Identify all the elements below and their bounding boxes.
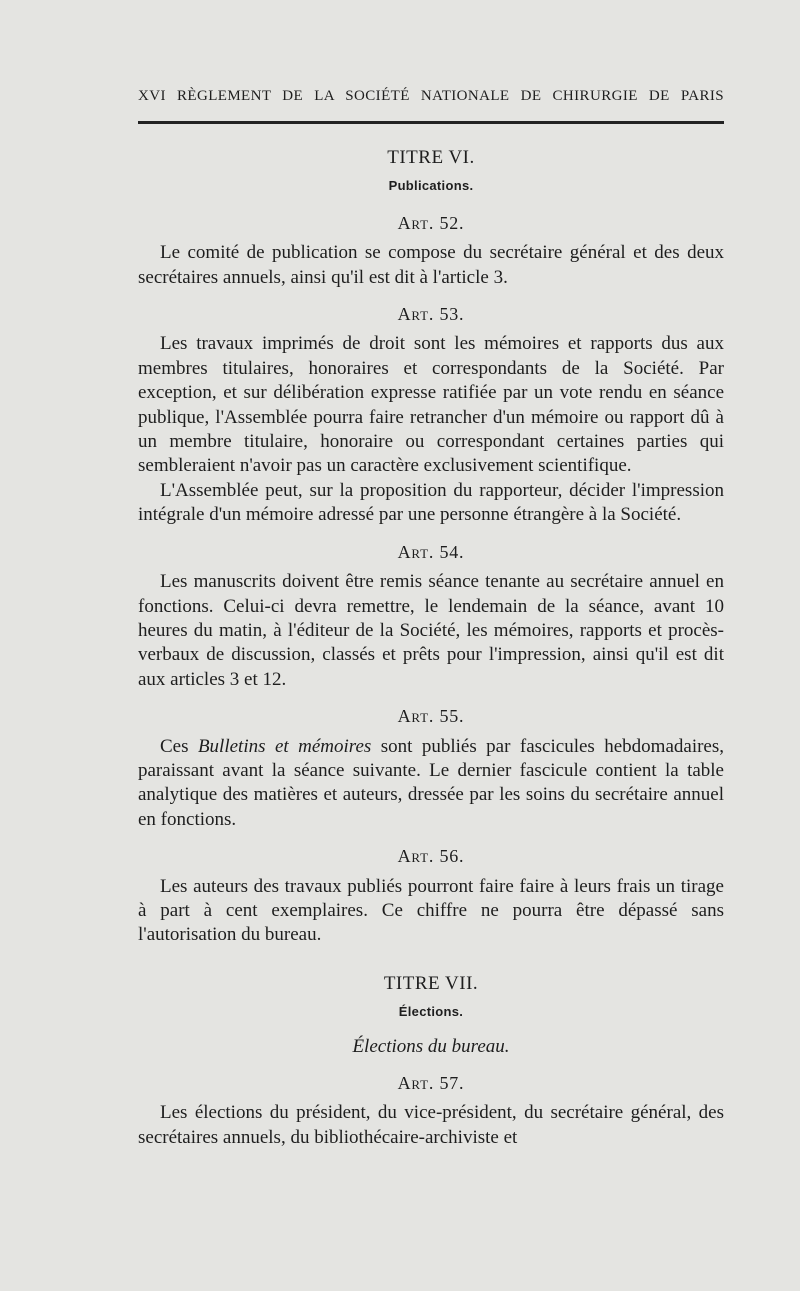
article-52-heading: Art. 52. xyxy=(397,212,465,233)
article-53-paragraph-1: Les travaux imprimés de droit sont les mémoires et rapports dus aux membres titulaires, honoraires et correspondants de la Société. Par exception, et sur délibération expresse ratifiée par un vote rendu en séance publique, l'Assemblée pourra faire retrancher d'un mémoire ou rapport dû à un membre titulaire, honoraire ou correspondant certaines parties qui sembleraient n'avoir pas un caractère exclusivement scientifique. xyxy=(138,333,724,477)
elections-bureau-subheading: Élections du bureau. xyxy=(352,1035,510,1057)
article-55-text xyxy=(138,735,724,833)
running-head: XVI RÈGLEMENT DE LA SOCIÉTÉ NATIONALE DE CHIRURGIE DE PARIS xyxy=(138,88,724,104)
article-55-text-start: Ces xyxy=(160,735,198,757)
article-52-text: Le comité de publication se compose du secrétaire général et des deux secrétaires annuels, ainsi qu'il est dit à l'article 3. xyxy=(138,242,724,288)
section-gap xyxy=(138,948,724,972)
article-55-heading: Art. 55. xyxy=(397,706,465,727)
article-54-text: Les manuscrits doivent être remis séance tenante au secrétaire annuel en fonctions. Celui-ci devra remettre, le lendemain de la séance, avant 10 heures du matin, à l'éditeur de la Société, les mémoires, rapports et procès-verbaux de discussion, classés et prêts pour l'impression, ainsi qu'il est dit aux articles 3 et 12. xyxy=(138,571,724,690)
article-56-heading: Art. 56. xyxy=(397,846,465,867)
article-56-text: Les auteurs des travaux publiés pourront faire faire à leurs frais un tirage à part à cent exemplaires. Ce chiffre ne pourra être dépassé sans l'autorisation du bureau. xyxy=(138,875,724,946)
titre-vii-heading: TITRE VII. xyxy=(383,972,479,994)
article-53-paragraph-2: L'Assemblée peut, sur la proposition du rapporteur, décider l'impression intégrale d'un mémoire adressé par une personne étrangère à la Société. xyxy=(138,479,724,526)
bulletins-title: Bulletins et mémoires xyxy=(197,735,372,757)
article-55-text-end: sont publiés par fascicules hebdomadaires, paraissant avant la séance suivante. Le dernier fascicule contient la table analytique des matières et auteurs, dressée par les soins du secrétaire annuel en fonctions. xyxy=(138,735,725,830)
titre-vi-heading: TITRE VI. xyxy=(387,147,475,168)
article-57-heading: Art. 57. xyxy=(397,1073,465,1093)
article-53-heading: Art. 53. xyxy=(397,304,465,325)
header-rule xyxy=(138,121,724,124)
page-body xyxy=(138,146,724,1150)
article-54-heading: Art. 54. xyxy=(397,541,465,562)
titre-vii-subtitle: Élections. xyxy=(398,1004,464,1020)
titre-vi-subtitle: Publications. xyxy=(388,178,474,194)
article-57-text: Les élections du président, du vice-président, du secrétaire général, des secrétaires annuels, du bibliothécaire-archiviste et xyxy=(138,1102,724,1148)
